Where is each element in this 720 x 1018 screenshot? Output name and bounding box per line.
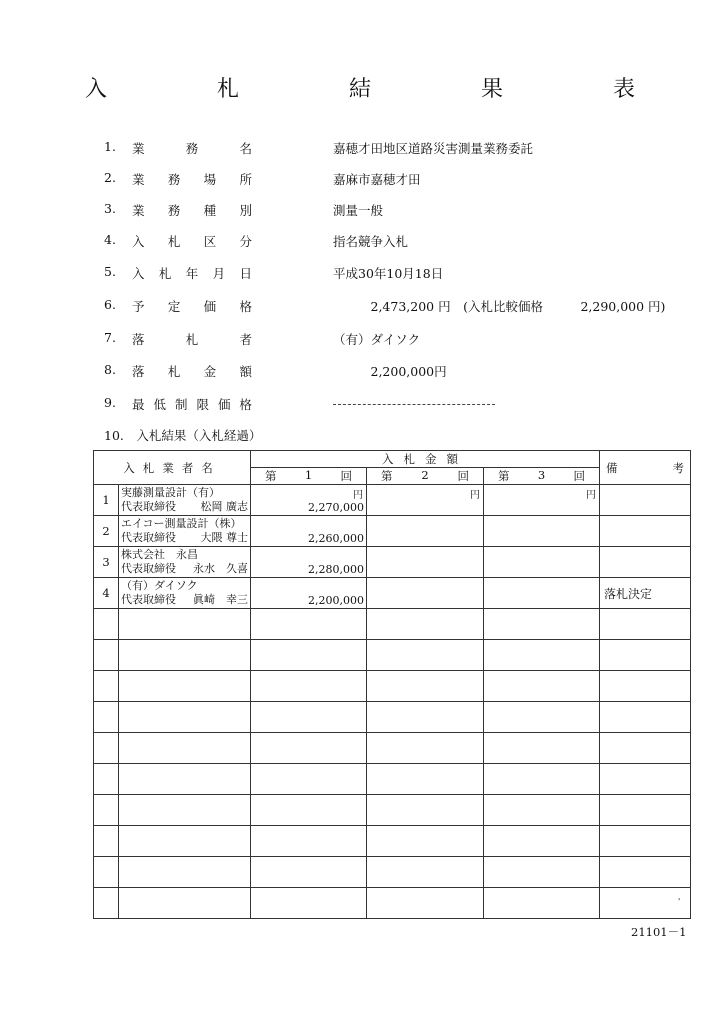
info-item-value: 嘉麻市嘉穂才田 [333, 172, 421, 187]
bidder-name [119, 702, 251, 733]
remarks-cell [600, 609, 691, 640]
info-item-value: 指名競争入札 [333, 234, 409, 249]
bid-result-table [93, 450, 691, 919]
info-item-label: 業 務 種 別 [132, 203, 252, 218]
info-item-label: 業 務 名 [132, 141, 252, 156]
round-2-amount [367, 764, 484, 795]
table-row [94, 702, 691, 733]
row-number [94, 733, 119, 764]
table-row [94, 826, 691, 857]
info-item-number: 4. [104, 232, 116, 247]
info-item-value: 平成30年10月18日 [333, 266, 444, 281]
round-1-amount [251, 857, 367, 888]
bidder-name: 実藤測量設計（有） 代表取締役 松岡 廣志 [119, 485, 251, 516]
info-item-value: （有）ダイソク [333, 332, 421, 347]
info-item-number: 3. [104, 201, 116, 216]
row-number [94, 764, 119, 795]
yen-unit: 円 [353, 490, 363, 501]
remarks-cell [600, 640, 691, 671]
table-row [94, 795, 691, 826]
table-row [94, 857, 691, 888]
row-number [94, 826, 119, 857]
row-number [94, 857, 119, 888]
info-item-number: 7. [104, 330, 116, 345]
round-2-amount [367, 516, 484, 547]
header-bid-amount: 入札金額 [251, 451, 600, 468]
row-number [94, 640, 119, 671]
row-number: 4 [94, 578, 119, 609]
info-item-value: 2,473,200 円 (入札比較価格 2,290,000 円) [333, 299, 666, 314]
round-2-amount [367, 609, 484, 640]
info-item-number: 5. [104, 264, 116, 279]
table-row [94, 547, 691, 578]
remarks-cell [600, 671, 691, 702]
round-1-amount [251, 795, 367, 826]
round-3-amount [484, 702, 600, 733]
round-3-amount [484, 516, 600, 547]
round-1-amount [251, 702, 367, 733]
bidder-name [119, 671, 251, 702]
bidder-name [119, 888, 251, 919]
info-item-label: 入 札 区 分 [132, 234, 252, 249]
round-1-amount [251, 640, 367, 671]
round-1-amount [251, 764, 367, 795]
round-2-amount [367, 578, 484, 609]
info-item-number: 6. [104, 297, 116, 312]
remarks-cell [600, 733, 691, 764]
remarks-cell [600, 857, 691, 888]
info-item-label: 予 定 価 格 [132, 299, 252, 314]
round-3-amount [484, 826, 600, 857]
info-item-label: 落 札 金 額 [132, 364, 252, 379]
round-2-amount [367, 795, 484, 826]
remarks-cell [600, 826, 691, 857]
row-number: 1 [94, 485, 119, 516]
bidder-name [119, 795, 251, 826]
remarks-cell [600, 702, 691, 733]
bidder-name [119, 609, 251, 640]
table-row [94, 485, 691, 516]
header-round-1: 第 1 回 [251, 468, 367, 485]
row-number [94, 795, 119, 826]
bidder-name: 株式会社 永昌 代表取締役 永水 久喜 [119, 547, 251, 578]
yen-unit: 円 [470, 490, 480, 501]
round-2-amount [367, 826, 484, 857]
stray-mark: ' [678, 897, 681, 906]
round-3-amount [484, 764, 600, 795]
round-1-amount [251, 671, 367, 702]
bidder-name [119, 764, 251, 795]
round-3-amount [484, 640, 600, 671]
info-item-number: 2. [104, 170, 116, 185]
remarks-cell: 落札決定 [600, 578, 691, 609]
row-number: 2 [94, 516, 119, 547]
header-round-2: 第 2 回 [367, 468, 484, 485]
round-1-amount [251, 826, 367, 857]
round-3-amount [484, 795, 600, 826]
bidder-name [119, 733, 251, 764]
round-2-amount [367, 888, 484, 919]
info-item-label: 入 札 年 月 日 [132, 266, 252, 281]
bidder-name: （有）ダイソク 代表取締役 眞崎 幸三 [119, 578, 251, 609]
bidder-name [119, 857, 251, 888]
info-item-value: 嘉穂才田地区道路災害測量業務委託 [333, 141, 534, 156]
remarks-cell [600, 888, 691, 919]
info-item-number: 1. [104, 139, 116, 154]
row-number [94, 609, 119, 640]
round-2-amount [367, 547, 484, 578]
table-row [94, 671, 691, 702]
table-row [94, 733, 691, 764]
round-3-amount [484, 609, 600, 640]
round-1-amount: 2,260,000 [251, 516, 367, 547]
round-2-amount [367, 733, 484, 764]
row-number [94, 888, 119, 919]
yen-unit: 円 [586, 490, 596, 501]
round-3-amount [484, 857, 600, 888]
info-item-number: 8. [104, 362, 116, 377]
info-item-label: 最 低 制 限 価 格 [132, 397, 252, 412]
round-1-amount: 円 2,270,000 [251, 485, 367, 516]
round-3-amount [484, 485, 600, 516]
table-row [94, 640, 691, 671]
info-item-number: 9. [104, 395, 116, 410]
round-1-amount: 2,200,000 [251, 578, 367, 609]
round-2-amount [367, 671, 484, 702]
section-10-heading: 10. 入札結果（入札経過） [104, 428, 262, 443]
round-3-amount [484, 888, 600, 919]
round-2-amount [367, 702, 484, 733]
bidder-name [119, 640, 251, 671]
round-1-amount [251, 733, 367, 764]
info-item-value: 2,200,000円 [333, 364, 447, 379]
round-1-amount: 2,280,000 [251, 547, 367, 578]
table-row [94, 609, 691, 640]
info-item-value: 測量一般 [333, 203, 384, 218]
remarks-cell [600, 516, 691, 547]
round-2-amount [367, 640, 484, 671]
round-2-amount [367, 857, 484, 888]
table-row [94, 516, 691, 547]
page-title: 入 札 結 果 表 [84, 77, 679, 102]
round-1-amount [251, 609, 367, 640]
header-round-3: 第 3 回 [484, 468, 600, 485]
header-remarks: 備 考 [600, 451, 691, 485]
bidder-name [119, 826, 251, 857]
round-2-amount [367, 485, 484, 516]
round-3-amount [484, 671, 600, 702]
round-3-amount [484, 733, 600, 764]
round-3-amount [484, 578, 600, 609]
round-3-amount [484, 547, 600, 578]
round-1-amount [251, 888, 367, 919]
page-number: 21101－1 [631, 925, 687, 939]
remarks-cell [600, 547, 691, 578]
remarks-cell [600, 795, 691, 826]
header-bidder-name: 入札業者名 [94, 451, 251, 485]
info-item-label: 落 札 者 [132, 332, 252, 347]
table-row [94, 764, 691, 795]
row-number [94, 702, 119, 733]
remarks-cell [600, 764, 691, 795]
remarks-cell [600, 485, 691, 516]
table-row [94, 888, 691, 919]
row-number: 3 [94, 547, 119, 578]
table-row [94, 578, 691, 609]
info-item-label: 業 務 場 所 [132, 172, 252, 187]
row-number [94, 671, 119, 702]
dashed-line [333, 404, 495, 405]
bidder-name: エイコー測量設計（株） 代表取締役 大隈 尊士 [119, 516, 251, 547]
